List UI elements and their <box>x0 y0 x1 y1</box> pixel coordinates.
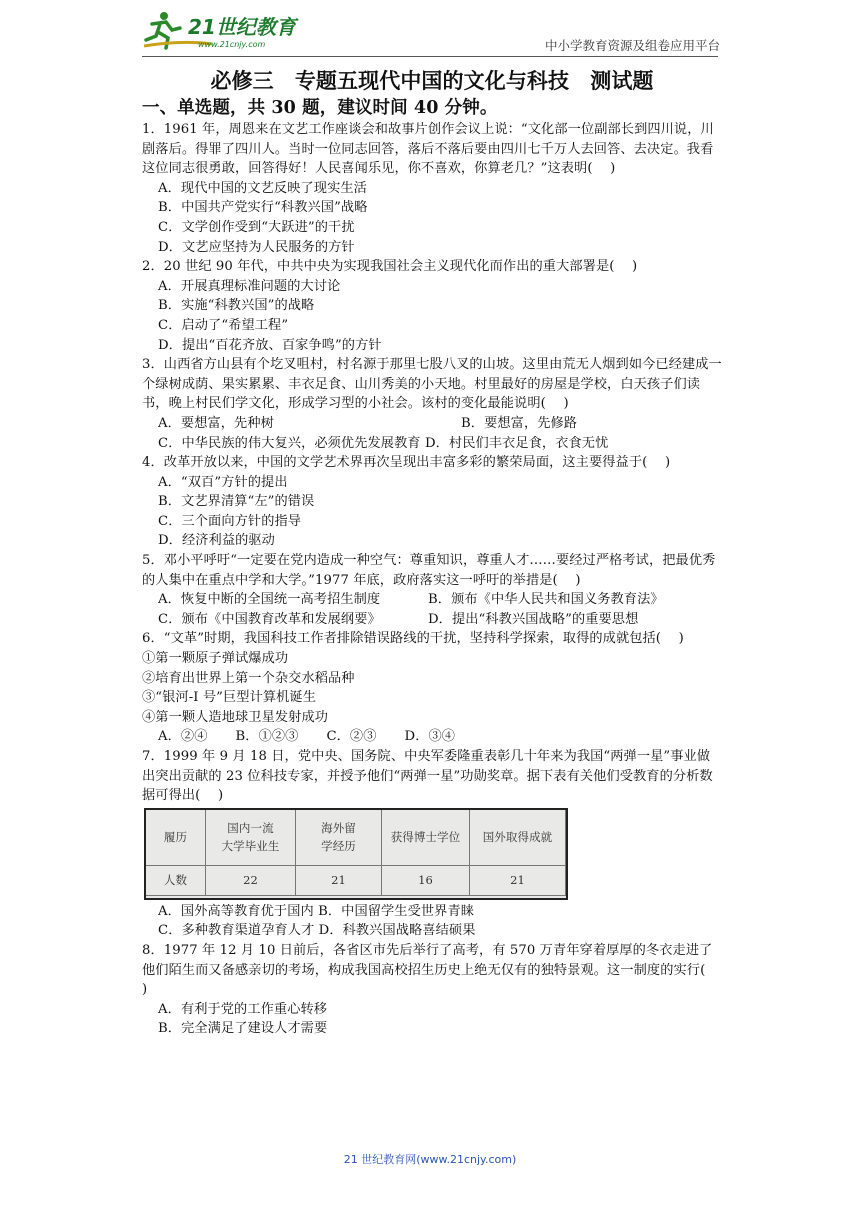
logo-text: 21世纪教育 <box>188 15 296 39</box>
option-row <box>142 610 722 630</box>
table-cell: 21 <box>296 866 382 896</box>
table-cell: 16 <box>382 866 470 896</box>
option-c-d: C．中华民族的伟大复兴，必须优先发展教育 D．村民们丰衣足食，衣食无忧 <box>158 435 609 451</box>
option-c: C．颁布《中国教育改革和发展纲要》 <box>158 611 381 627</box>
document-body <box>142 64 722 1039</box>
table-cell: 21 <box>470 866 566 896</box>
option-c-d: C．多种教育渠道孕育人才 D．科教兴国战略喜结硕果 <box>158 923 476 939</box>
option-d: D．文艺应坚持为人民服务的方针 <box>158 239 355 255</box>
option-b: B．完全满足了建设人才需要 <box>158 1021 328 1037</box>
question-stem: 5．邓小平呼吁“一定要在党内造成一种空气：尊重知识，尊重人才……要经过严格考试，把最优秀的人集中在重点中学和大学。”1977 年底，政府落实这一呼吁的举措是( ) <box>142 553 716 588</box>
option-b: B．①②③ <box>235 729 299 745</box>
option-a: A．开展真理标准问题的大讨论 <box>158 278 341 294</box>
option-d: D．提出“百花齐放、百家争鸣”的方针 <box>158 337 382 353</box>
option-d: D．提出“科教兴国战略”的重要思想 <box>428 611 639 627</box>
question-7 <box>142 747 722 941</box>
page-footer: 21 世纪教育网(www.21cnjy.com) <box>343 1153 517 1166</box>
question-stem: 6．“文革”时期，我国科技工作者排除错误路线的干扰，坚持科学探索，取得的成就包括( ) <box>142 631 684 647</box>
question-stem: 1．1961 年，周恩来在文艺工作座谈会和故事片创作会议上说：“文化部一位副部长到四川说，川剧落后。得罪了四川人。当时一位同志回答，落后不落后要由四川七千万人去回答、去决定。我看这位同志很勇敢，回答得好！人民喜闻乐见，你不喜欢，你算老几？”这表明( ) <box>142 122 714 177</box>
list-item: ①第一颗原子弹试爆成功 <box>142 651 289 667</box>
question-stem: 7．1999 年 9 月 18 日，党中央、国务院、中央军委隆重表彰几十年来为我国“两弹一星”事业做出突出贡献的 23 位科技专家，并授予他们“两弹一星”功勋奖章。据下表有关他们受教育的分析数据可得出( ) <box>142 749 713 804</box>
option-b: B．实施“科教兴国”的战略 <box>158 298 315 314</box>
table-header-cell: 获得博士学位 <box>382 810 470 866</box>
platform-label: 中小学教育资源及组卷应用平台 <box>544 38 720 53</box>
table-header-cell: 国外取得成就 <box>470 810 566 866</box>
option-b: B．要想富，先修路 <box>461 415 578 431</box>
question-stem: 4．改革开放以来，中国的文学艺术界再次呈现出丰富多彩的繁荣局面，这主要得益于( ) <box>142 455 671 471</box>
question-stem: 8．1977 年 12 月 10 日前后，各省区市先后举行了高考，有 570 万青年穿着厚厚的冬衣走进了他们陌生而又备感亲切的考场，构成我国高校招生历史上绝无仅有的独特景观。这一制度的实行( ) <box>142 942 723 998</box>
option-a: A．现代中国的文艺反映了现实生活 <box>158 180 367 196</box>
list-item: ③“银河-I 号”巨型计算机诞生 <box>142 690 317 706</box>
logo-21cnjy <box>142 10 322 52</box>
option-row <box>142 590 722 610</box>
question-4 <box>142 453 722 551</box>
question-2 <box>142 257 722 355</box>
option-a: A．“双百”方针的提出 <box>158 474 288 490</box>
question-3 <box>142 355 722 453</box>
header-divider <box>142 56 718 57</box>
page-header <box>0 0 860 58</box>
option-c: C．②③ <box>326 729 377 745</box>
section-heading: 一、单选题，共 30 题，建议时间 40 分钟。 <box>142 98 498 118</box>
question-1 <box>142 120 722 257</box>
option-c: C．三个面向方针的指导 <box>158 513 302 529</box>
option-a: A．要想富，先种树 <box>158 415 274 431</box>
table-cell: 22 <box>206 866 296 896</box>
option-a: A．有利于党的工作重心转移 <box>158 1001 328 1017</box>
option-a: A．恢复中断的全国统一高考招生制度 <box>158 592 381 608</box>
question-stem: 2．20 世纪 90 年代，中共中央为实现我国社会主义现代化而作出的重大部署是( ) <box>142 259 638 275</box>
question-5 <box>142 551 722 629</box>
question-stem: 3．山西省方山县有个圪叉咀村，村名源于那里七股八叉的山坡。这里由荒无人烟到如今已经建成一个绿树成荫、果实累累、丰衣足食、山川秀美的小天地。村里最好的房屋是学校，白天孩子们读书，晚上村民们学文化，形成学习型的小社会。该村的变化最能说明( ) <box>142 357 722 412</box>
option-c: C．文学创作受到“大跃进”的干扰 <box>158 219 355 235</box>
question-6 <box>142 629 722 747</box>
list-item: ④第一颗人造地球卫星发射成功 <box>142 709 329 725</box>
option-row <box>142 414 722 434</box>
list-item: ②培育出世界上第一个杂交水稻品种 <box>142 670 355 686</box>
question-8 <box>142 941 722 1039</box>
page-title: 必修三 专题五现代中国的文化与科技 测试题 <box>210 68 654 93</box>
option-b: B．颁布《中华人民共和国义务教育法》 <box>428 592 664 608</box>
table-header-cell: 履历 <box>146 810 206 866</box>
table-header-cell: 海外留 学经历 <box>296 810 382 866</box>
education-data-table <box>144 808 568 900</box>
table-row-label: 人数 <box>146 866 206 896</box>
option-b: B．文艺界清算“左”的错误 <box>158 494 315 510</box>
option-d: D．③④ <box>404 729 456 745</box>
logo-url: www.21cnjy.com <box>198 40 266 49</box>
option-c: C．启动了“希望工程” <box>158 317 289 333</box>
option-a-b: A．国外高等教育优于国内 B．中国留学生受世界青睐 <box>158 903 475 919</box>
option-a: A．②④ <box>158 729 208 745</box>
option-row <box>142 727 722 747</box>
option-d: D．经济利益的驱动 <box>158 533 275 549</box>
table-header-cell: 国内一流 大学毕业生 <box>206 810 296 866</box>
option-b: B．中国共产党实行“科教兴国”战略 <box>158 200 368 216</box>
